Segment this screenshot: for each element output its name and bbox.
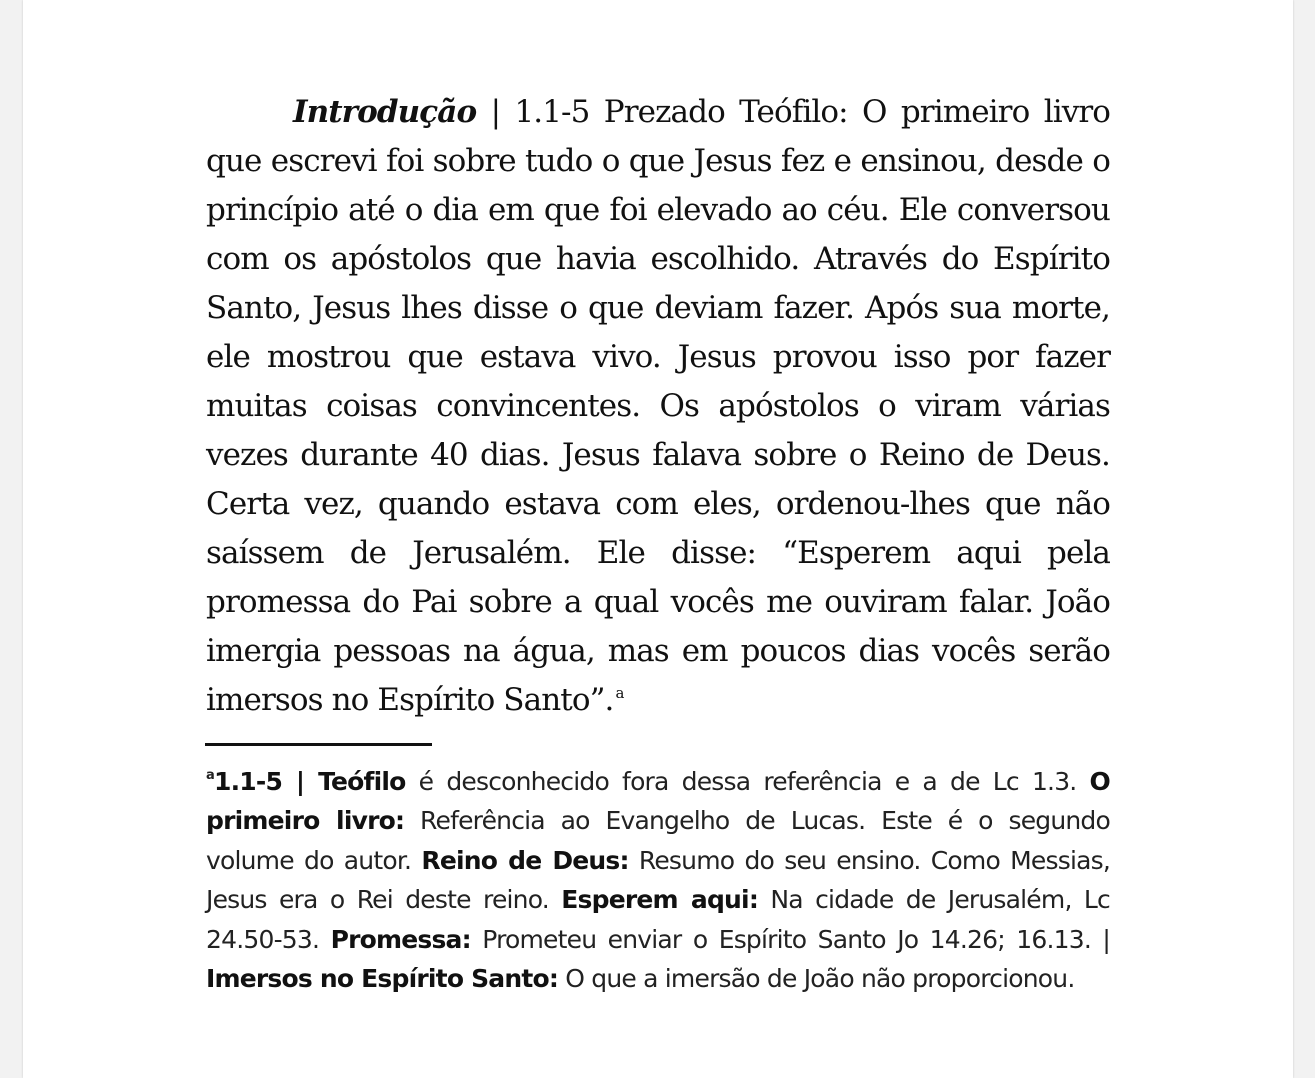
footnote-marker-link[interactable]: a [615,684,624,702]
main-paragraph [206,88,1110,725]
footnote-marker: a [206,768,214,783]
section-heading: Introdução [293,94,477,130]
footnote-text-5: Prometeu enviar o Espírito Santo Jo 14.26; 16.13. | [470,924,1110,954]
heading-separator: | [476,94,515,130]
footnote-divider [205,743,432,746]
document-page [23,0,1293,1078]
footnote-text-4: Na cidade de Jerusalém, Lc 24.50-53. [206,885,1110,954]
footnote-term-2: Reino de Deus: [421,845,629,875]
footnote-text-6: O que a imersão de João não proporcionou. [558,964,1075,994]
verse-reference: 1.1-5 [514,94,604,130]
footnote-text-3: Resumo do seu ensino. Como Messias, Jesus era o Rei deste reino. [206,845,1110,915]
footnote-term-1: O primeiro livro: [206,767,1110,836]
footnote-reference: 1.1-5 | Teófilo [213,767,406,796]
footnote [206,762,1110,998]
footnote-term-4: Promessa: [330,924,471,954]
footnote-term-5: Imersos no Espírito Santo: [206,964,559,994]
footnote-text-1: é desconhecido fora dessa referência e a de Lc 1.3. [405,767,1090,796]
footnote-text-2: Referência ao Evangelho de Lucas. Este é o segundo volume do autor. [206,806,1110,875]
footnote-term-3: Esperem aqui: [561,885,759,915]
paragraph-body: Prezado Teófilo: O primeiro livro que escrevi foi sobre tudo o que Jesus fez e ensinou, desde o princípio até o dia em que foi elevado ao céu. Ele conversou com os apóstolos que havia escolhido. Através do Espírito Santo, Jesus lhes disse o que deviam fazer. Após sua morte, ele mostrou que estava vivo. Jesus provou isso por fazer muitas coisas convincentes. Os apóstolos o viram várias vezes durante 40 dias. Jesus falava sobre o Reino de Deus. Certa vez, quando estava com eles, ordenou-lhes que não saíssem de Jerusalém. Ele disse: “Esperem aqui pela promessa do Pai sobre a qual vocês me ouviram falar. João imergia pessoas na água, mas em poucos dias vocês serão imersos no Espírito Santo”. [206,94,1111,718]
